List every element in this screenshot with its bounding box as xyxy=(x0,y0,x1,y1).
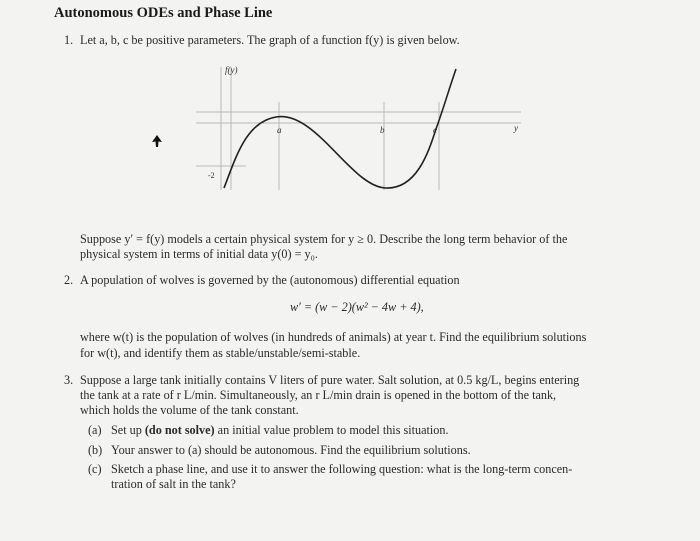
q1-followup-line2: physical system in terms of initial data y(0) = y₀. xyxy=(80,247,318,261)
q1-statement: Let a, b, c be positive parameters. The graph of a function f(y) is given below. xyxy=(80,33,460,47)
q3b-text: Your answer to (a) should be autonomous. Find the equilibrium solutions. xyxy=(111,443,471,457)
q3c-line1: Sketch a phase line, and use it to answer the following question: what is the long-term concen- xyxy=(111,462,573,476)
graph-label-b: b xyxy=(380,125,385,135)
q3c-label: (c) xyxy=(88,462,102,476)
q3b-label: (b) xyxy=(88,443,103,457)
q3-line2: the tank at a rate of r L/min. Simultaneously, an r L/min drain is opened in the bottom of the tank, xyxy=(80,388,557,402)
graph-xlabel: y xyxy=(514,123,518,133)
q3a-label: (a) xyxy=(88,423,102,437)
q3a-text: Set up (do not solve) an initial value problem to model this situation. xyxy=(111,423,449,437)
cursor-icon xyxy=(151,134,163,148)
page-title: Autonomous ODEs and Phase Line xyxy=(54,5,273,21)
function-graph xyxy=(186,62,536,192)
graph-tick-label: -2 xyxy=(208,171,215,180)
q2-line1: where w(t) is the population of wolves (in hundreds of animals) at year t. Find the equilibrium solutions xyxy=(80,330,587,344)
graph-label-c: c xyxy=(433,125,437,135)
function-curve xyxy=(224,69,456,188)
q2-line2: for w(t), and identify them as stable/unstable/semi-stable. xyxy=(80,346,361,360)
q2-number: 2. xyxy=(64,273,74,287)
q3-line1: Suppose a large tank initially contains V liters of pure water. Salt solution, at 0.5 kg/L, begins entering xyxy=(80,373,580,387)
q1-number: 1. xyxy=(64,33,74,47)
graph-label-a: a xyxy=(277,125,282,135)
q1-followup-line1: Suppose y′ = f(y) models a certain physical system for y ≥ 0. Describe the long term behavior of the xyxy=(80,232,568,246)
graph-ylabel: f(y) xyxy=(225,65,238,75)
graph-grid xyxy=(196,67,521,190)
q3-number: 3. xyxy=(64,373,74,387)
q3c-line2: tration of salt in the tank? xyxy=(111,477,236,491)
q2-statement: A population of wolves is governed by the (autonomous) differential equation xyxy=(80,273,460,287)
q2-equation: w′ = (w − 2)(w² − 4w + 4), xyxy=(290,300,424,314)
q3-line3: which holds the volume of the tank constant. xyxy=(80,403,299,417)
